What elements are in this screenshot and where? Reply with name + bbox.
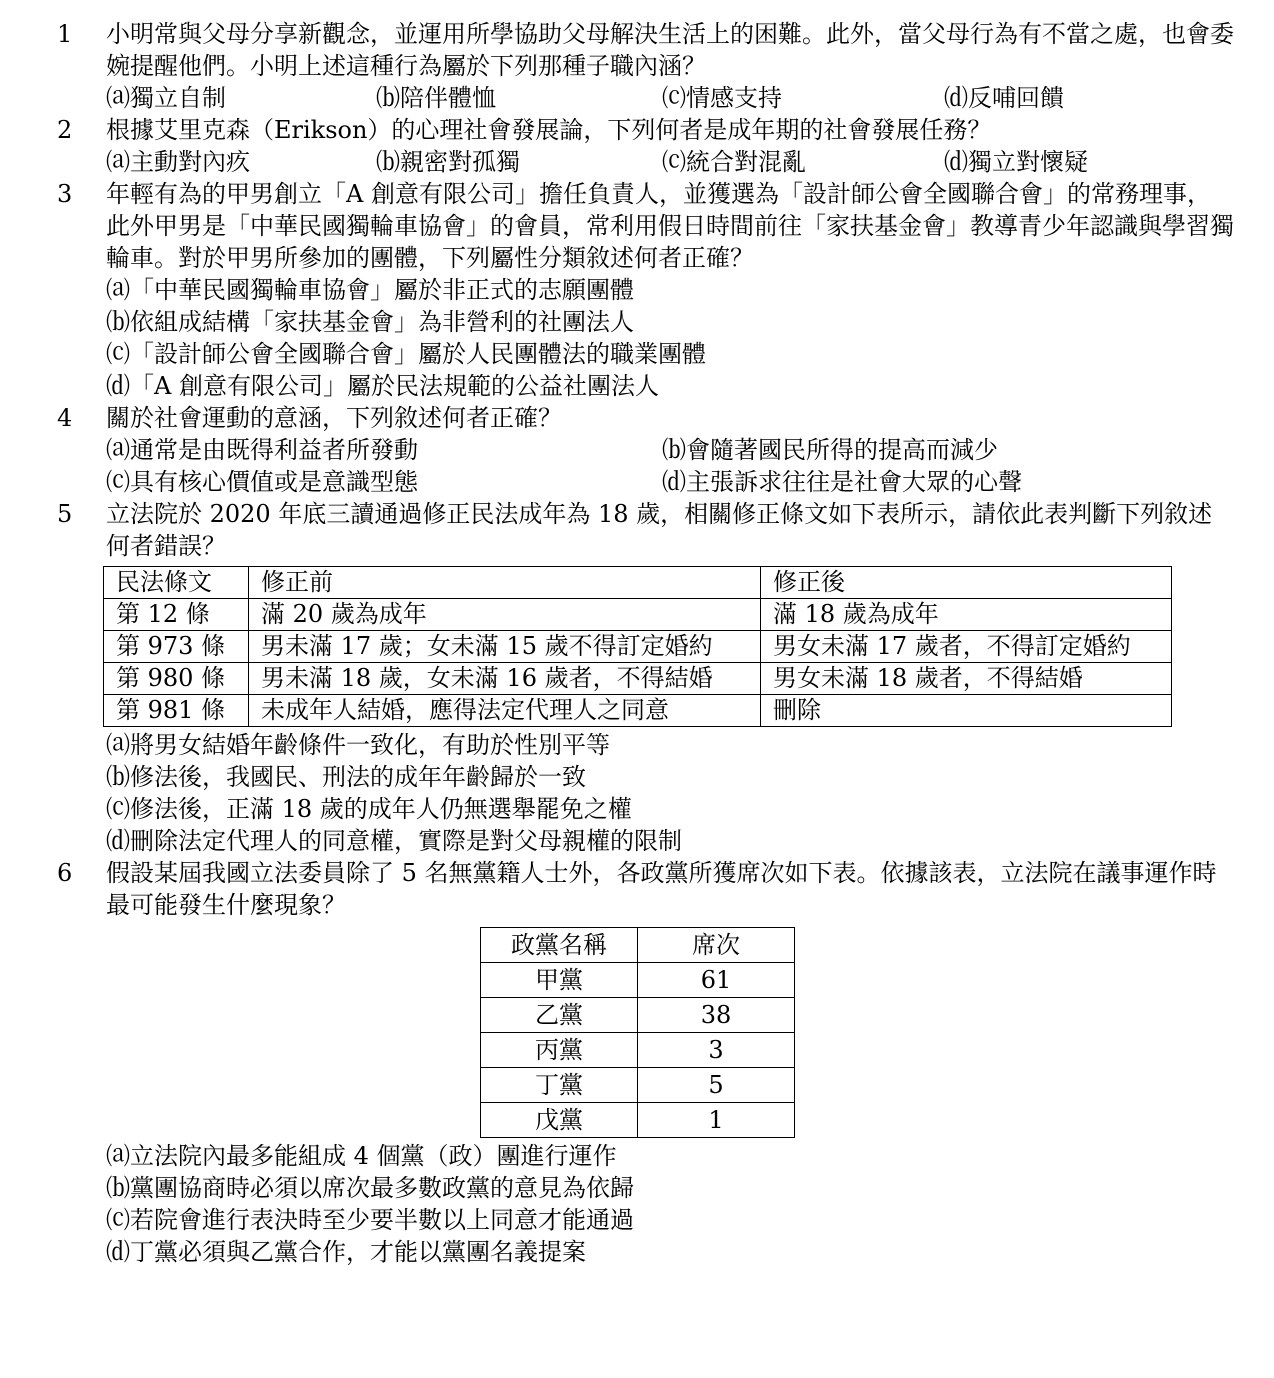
table-header-cell: 政黨名稱 xyxy=(481,928,638,963)
question-number: 3 xyxy=(57,180,73,208)
table-header-cell: 席次 xyxy=(638,928,795,963)
table-cell: 丙黨 xyxy=(481,1033,638,1068)
question-text: 關於社會運動的意涵，下列敘述何者正確？ xyxy=(106,404,562,432)
option-c[interactable]: ⒞情感支持 xyxy=(662,84,782,112)
table-cell: 38 xyxy=(638,998,795,1033)
option-b[interactable]: ⒝依組成結構「家扶基金會」為非營利的社團法人 xyxy=(106,308,634,336)
question-text: 假設某屆我國立法委員除了 5 名無黨籍人士外，各政黨所獲席次如下表。依據該表，立法院在議事運作時最可能發生什麼現象？ xyxy=(106,859,1217,919)
table-header-cell: 修正前 xyxy=(249,567,761,599)
table-cell: 男未滿 17 歲；女未滿 15 歲不得訂定婚約 xyxy=(249,631,761,663)
table-cell: 男女未滿 18 歲者，不得結婚 xyxy=(761,663,1172,695)
table-cell: 1 xyxy=(638,1103,795,1138)
exam-page xyxy=(0,18,1274,1268)
table-cell: 3 xyxy=(638,1033,795,1068)
table-row xyxy=(104,663,1172,695)
option-d[interactable]: ⒟刪除法定代理人的同意權，實際是對父母親權的限制 xyxy=(106,827,682,855)
table-row xyxy=(104,631,1172,663)
table-header-cell: 修正後 xyxy=(761,567,1172,599)
table-cell: 滿 20 歲為成年 xyxy=(249,599,761,631)
table-header-cell: 民法條文 xyxy=(104,567,249,599)
table-cell: 5 xyxy=(638,1068,795,1103)
table-cell: 刪除 xyxy=(761,695,1172,727)
table-cell: 男未滿 18 歲，女未滿 16 歲者，不得結婚 xyxy=(249,663,761,695)
option-a[interactable]: ⒜獨立自制 xyxy=(106,84,226,112)
table-row xyxy=(104,599,1172,631)
party-seats-table xyxy=(480,927,795,1138)
question-5 xyxy=(0,498,1234,857)
table-cell: 第 980 條 xyxy=(104,663,249,695)
question-text: 根據艾里克森（Erikson）的心理社會發展論，下列何者是成年期的社會發展任務？ xyxy=(106,116,992,144)
options-row xyxy=(106,82,1234,114)
question-number: 4 xyxy=(57,404,73,432)
question-1 xyxy=(0,18,1234,114)
question-text: 小明常與父母分享新觀念，並運用所學協助父母解決生活上的困難。此外，當父母行為有不當之處，也會委婉提醒他們。小明上述這種行為屬於下列那種子職內涵？ xyxy=(106,20,1234,80)
option-c[interactable]: ⒞「設計師公會全國聯合會」屬於人民團體法的職業團體 xyxy=(106,340,706,368)
question-number: 5 xyxy=(57,500,73,528)
option-d[interactable]: ⒟「A 創意有限公司」屬於民法規範的公益社團法人 xyxy=(106,372,659,400)
table-row xyxy=(104,695,1172,727)
table-cell: 第 981 條 xyxy=(104,695,249,727)
question-text: 年輕有為的甲男創立「A 創意有限公司」擔任負責人，並獲選為「設計師公會全國聯合會」的常務理事，此外甲男是「中華民國獨輪車協會」的會員，常利用假日時間前往「家扶基金會」教導青少年認識與學習獨輪車。對於甲男所參加的團體，下列屬性分類敘述何者正確？ xyxy=(106,180,1234,272)
option-b[interactable]: ⒝親密對孤獨 xyxy=(376,148,520,176)
table-row xyxy=(481,1033,795,1068)
option-a[interactable]: ⒜通常是由既得利益者所發動 xyxy=(106,436,418,464)
option-b[interactable]: ⒝會隨著國民所得的提高而減少 xyxy=(662,436,998,464)
option-d[interactable]: ⒟反哺回饋 xyxy=(944,84,1064,112)
question-number: 1 xyxy=(57,20,73,48)
question-6 xyxy=(0,857,1234,1268)
options-grid xyxy=(106,434,1234,498)
question-text: 立法院於 2020 年底三讀通過修正民法成年為 18 歲，相關修正條文如下表所示，請依此表判斷下列敘述何者錯誤？ xyxy=(106,500,1213,560)
table-row xyxy=(481,998,795,1033)
table-cell: 第 12 條 xyxy=(104,599,249,631)
table-cell: 甲黨 xyxy=(481,963,638,998)
question-number: 2 xyxy=(57,116,73,144)
option-a[interactable]: ⒜將男女結婚年齡條件一致化，有助於性別平等 xyxy=(106,731,610,759)
table-cell: 乙黨 xyxy=(481,998,638,1033)
option-c[interactable]: ⒞統合對混亂 xyxy=(662,148,806,176)
option-c[interactable]: ⒞具有核心價值或是意識型態 xyxy=(106,468,418,496)
table-cell: 戊黨 xyxy=(481,1103,638,1138)
option-a[interactable]: ⒜「中華民國獨輪車協會」屬於非正式的志願團體 xyxy=(106,276,634,304)
table-cell: 61 xyxy=(638,963,795,998)
table-cell: 未成年人結婚，應得法定代理人之同意 xyxy=(249,695,761,727)
question-number: 6 xyxy=(57,859,73,887)
table-row xyxy=(481,1068,795,1103)
civil-law-table xyxy=(103,566,1172,727)
table-cell: 滿 18 歲為成年 xyxy=(761,599,1172,631)
table-row xyxy=(481,1103,795,1138)
question-4 xyxy=(0,402,1234,498)
option-a[interactable]: ⒜主動對內疚 xyxy=(106,148,250,176)
option-d[interactable]: ⒟丁黨必須與乙黨合作，才能以黨團名義提案 xyxy=(106,1238,586,1266)
option-b[interactable]: ⒝陪伴體恤 xyxy=(376,84,496,112)
option-d[interactable]: ⒟主張訴求往往是社會大眾的心聲 xyxy=(662,468,1022,496)
option-c[interactable]: ⒞修法後，正滿 18 歲的成年人仍無選舉罷免之權 xyxy=(106,795,632,823)
option-d[interactable]: ⒟獨立對懷疑 xyxy=(944,148,1088,176)
table-header-row xyxy=(481,928,795,963)
table-cell: 丁黨 xyxy=(481,1068,638,1103)
options-row xyxy=(106,146,1234,178)
table-row xyxy=(481,963,795,998)
option-c[interactable]: ⒞若院會進行表決時至少要半數以上同意才能通過 xyxy=(106,1206,634,1234)
question-2 xyxy=(0,114,1234,178)
question-3 xyxy=(0,178,1234,402)
table-header-row xyxy=(104,567,1172,599)
table-cell: 第 973 條 xyxy=(104,631,249,663)
option-b[interactable]: ⒝修法後，我國民、刑法的成年年齡歸於一致 xyxy=(106,763,586,791)
option-a[interactable]: ⒜立法院內最多能組成 4 個黨（政）團進行運作 xyxy=(106,1142,617,1170)
option-b[interactable]: ⒝黨團協商時必須以席次最多數政黨的意見為依歸 xyxy=(106,1174,634,1202)
table-cell: 男女未滿 17 歲者，不得訂定婚約 xyxy=(761,631,1172,663)
